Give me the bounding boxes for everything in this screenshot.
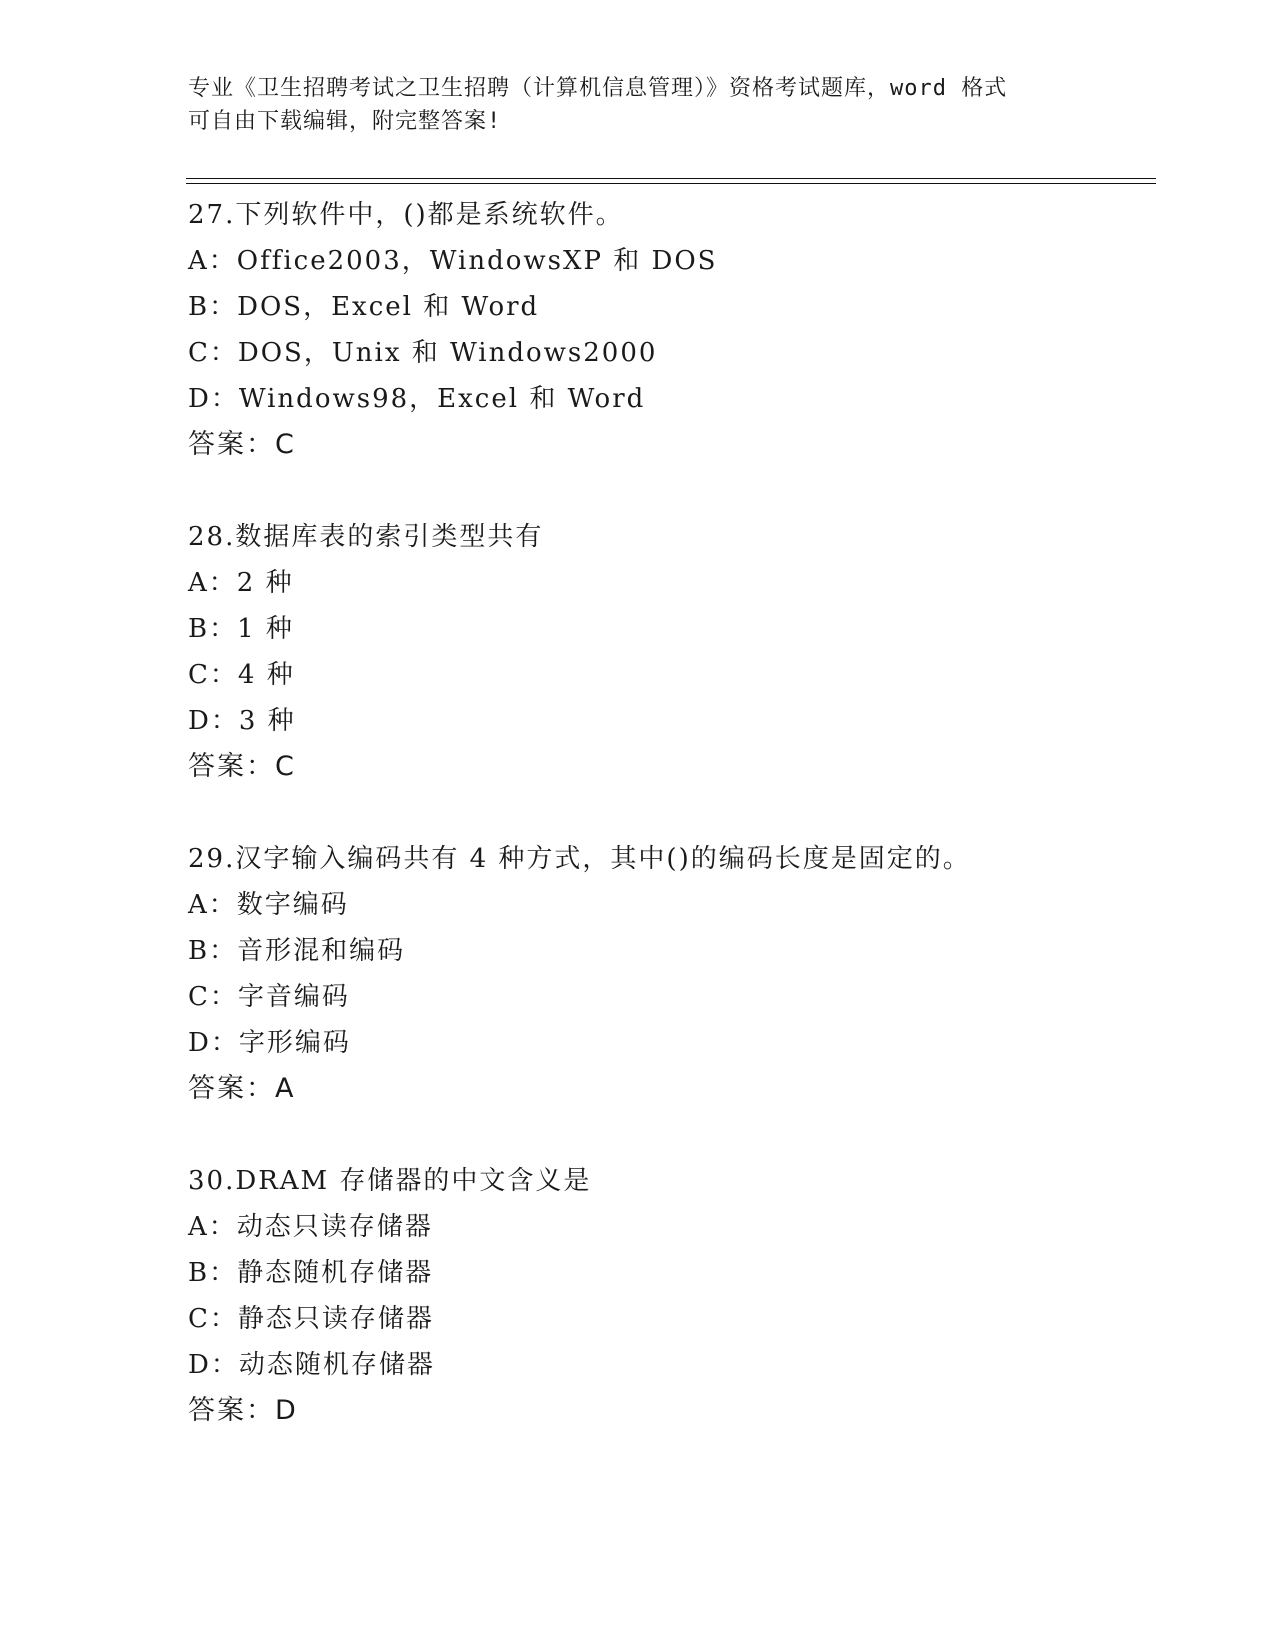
question-stem: 30.DRAM 存储器的中文含义是: [188, 1166, 592, 1196]
option-a: A：Office2003，WindowsXP 和 DOS: [188, 246, 718, 276]
question-28: [188, 514, 1148, 790]
option-d: D：3 种: [188, 706, 296, 736]
header-line-2: 可自由下载编辑，附完整答案!: [188, 109, 502, 134]
option-b: B：1 种: [188, 614, 294, 644]
question-30: [188, 1158, 1148, 1434]
option-a: A：2 种: [188, 568, 294, 598]
question-27: [188, 192, 1148, 468]
option-a: A：动态只读存储器: [188, 1212, 433, 1242]
option-c: C：字音编码: [188, 982, 350, 1012]
question-29: [188, 836, 1148, 1112]
question-list: [188, 192, 1148, 1480]
option-b: B：静态随机存储器: [188, 1258, 434, 1288]
answer-line: 答案：A: [188, 1073, 296, 1104]
header-divider-bottom: [186, 183, 1156, 184]
document-header: [188, 72, 1088, 138]
option-b: B：DOS，Excel 和 Word: [188, 292, 540, 322]
question-stem: 28.数据库表的索引类型共有: [188, 522, 544, 552]
option-d: D：字形编码: [188, 1028, 351, 1058]
option-c: C：4 种: [188, 660, 295, 690]
option-c: C：静态只读存储器: [188, 1304, 434, 1334]
answer-line: 答案：C: [188, 429, 296, 460]
header-divider-top: [186, 178, 1156, 179]
header-line-1: 专业《卫生招聘考试之卫生招聘（计算机信息管理）》资格考试题库，word 格式: [188, 76, 1008, 101]
answer-line: 答案：C: [188, 751, 296, 782]
question-stem: 29.汉字输入编码共有 4 种方式，其中()的编码长度是固定的。: [188, 844, 971, 874]
option-a: A：数字编码: [188, 890, 349, 920]
option-d: D：动态随机存储器: [188, 1350, 435, 1380]
question-stem: 27.下列软件中，()都是系统软件。: [188, 200, 624, 230]
option-c: C：DOS，Unix 和 Windows2000: [188, 338, 658, 368]
answer-line: 答案：D: [188, 1395, 298, 1426]
option-b: B：音形混和编码: [188, 936, 406, 966]
option-d: D：Windows98，Excel 和 Word: [188, 384, 646, 414]
